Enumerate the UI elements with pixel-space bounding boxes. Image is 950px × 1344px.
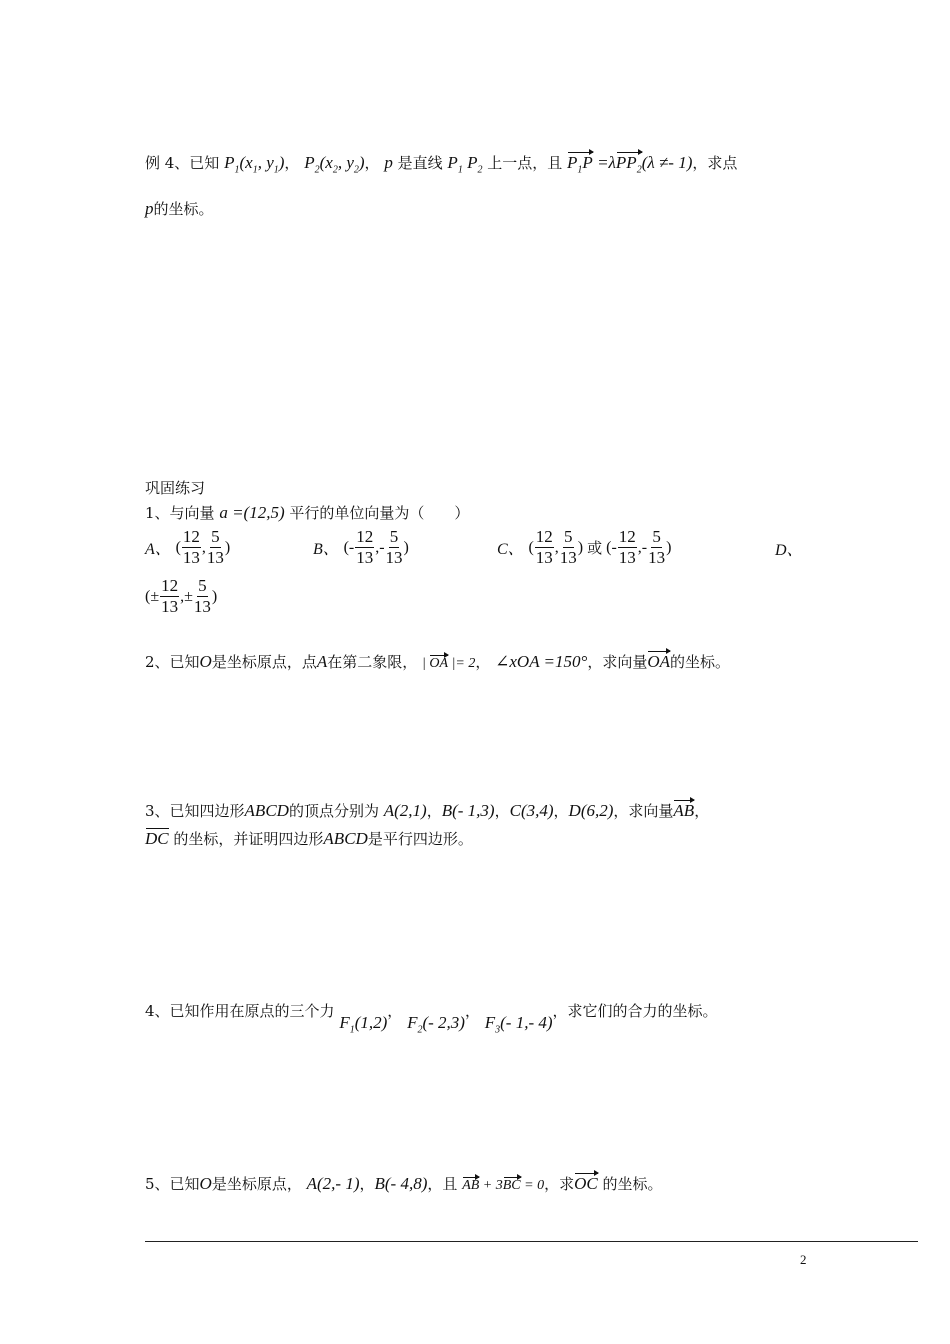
q1-stem: 1、与向量 a =(12,5) 平行的单位向量为（ ） [145, 503, 470, 522]
section-title: 巩固练习 [145, 479, 206, 497]
p-point: p [384, 153, 393, 172]
q4: 4、已知作用在原点的三个力 $F_1(1,2)$， $F_2(-$ 2,3)， $F_3(-$ 1,- 4)，求它们的合力的坐标。 [145, 1002, 718, 1036]
p-point: p [145, 199, 154, 218]
p1-point: $P_1(x_1$, $y_1$) [224, 153, 285, 176]
q2: 2、已知O是坐标原点，点A在第二象限， | OA |= 2， ∠xOA =150°，求向量OA的坐标。 [145, 652, 731, 671]
footer-rule [145, 1241, 918, 1242]
q1-option-d: D、 [775, 542, 803, 559]
example4-line1: 例 4、已知 $P_1(x_1$, $y_1$)， $P_2(x_2$, $y_2$)， p 是直线 $P_1$ $P_2$ 上一点，且 $P_1P =\lambda PP_2(\lambda \ne- 1)$，求点 [145, 153, 738, 176]
example4-line2: p的坐标。 [145, 199, 214, 218]
q1-option-b: B、 (- $\frac{12}{13}$ ,- $\frac{5}{13}$ ) [313, 527, 409, 567]
line-p1p2: $P_1$ $P_2$ [447, 153, 483, 176]
page-number: 2 [800, 1252, 807, 1267]
p2-point: $P_2(x_2$, $y_2$) [304, 153, 365, 176]
q3-line2: DC 的坐标，并证明四边形ABCD是平行四边形。 [145, 829, 473, 848]
vector-a: a =(12,5) [219, 503, 285, 522]
q5: 5、已知O是坐标原点， A(2,- 1)，B(- 4,8)，且 AB + 3BC = 0，求OC 的坐标。 [145, 1174, 663, 1193]
vector-relation: $P_1P =\lambda PP_2(\lambda \ne- 1)$ [567, 153, 693, 176]
q1-option-d-value: (± $\frac{12}{13}$ ,± $\frac{5}{13}$ ) [145, 576, 218, 616]
q3-line1: 3、已知四边形ABCD的顶点分别为 A(2,1)，B(- 1,3)，C(3,4)，D(6,2)，求向量AB， [145, 801, 710, 820]
q1-option-c: C、 ( $\frac{12}{13}$ , $\frac{5}{13}$ ) 或 (- $\frac{12}{13}$ ,- $\frac{5}{13}$ ) [497, 527, 672, 567]
q1-option-a: A、 ( $\frac{12}{13}$ , $\frac{5}{13}$ ) [145, 527, 231, 567]
